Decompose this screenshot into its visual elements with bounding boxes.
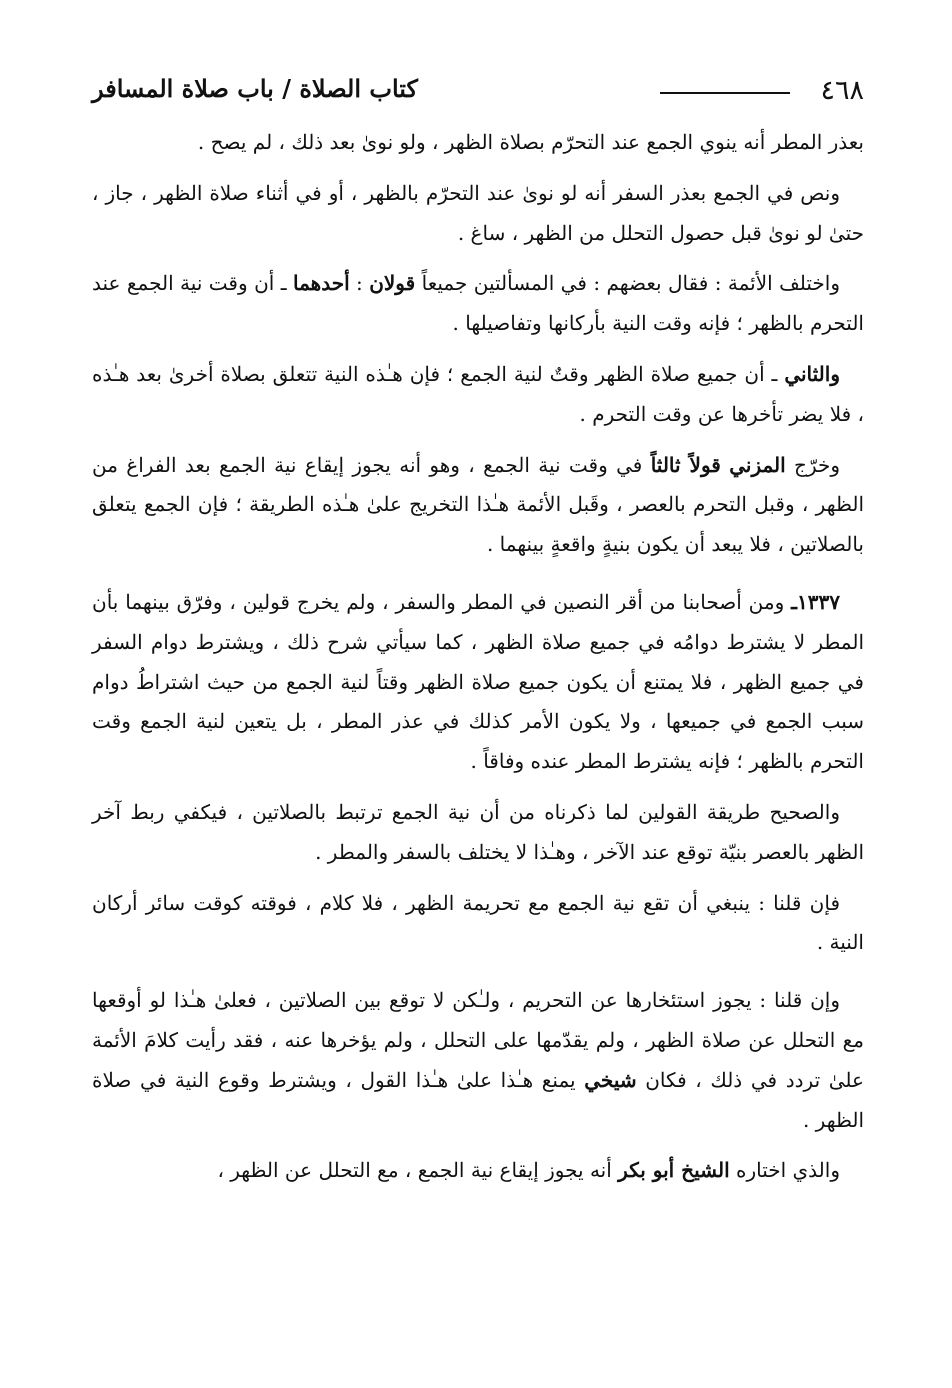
paragraph-text: في وقت نية الجمع ، وهو أنه يجوز إيقاع نية الجمع بعد الفراغ من الظهر ، وقبل التحرم بالعصر ، وقَبل الأئمة هـٰذا التخريج علىٰ هـٰذه الطريقة ؛ فإن الجمع يتعلق بالصلاتين ، فلا يبعد أن يكون بنيةٍ واقعةٍ بينهما . [92,452,864,557]
paragraph [92,123,864,163]
paragraph-text: يمنع هـٰذا علىٰ هـٰذا القول ، ويشترط وقوع النية في صلاة الظهر . [92,1067,864,1132]
paragraph-text: والصحيح طريقة القولين لما ذكرناه من أن نية الجمع ترتبط بالصلاتين ، فيكفي ربط آخر الظهر بالعصر بنيّة توقع عند الآخر ، وهـٰذا لا يختلف بالسفر والمطر . [92,799,864,864]
paragraph [92,1151,864,1191]
bold-term: أحدهما [293,271,350,296]
bold-term: الشيخ أبو بكر [618,1158,730,1183]
paragraph-text: بعذر المطر أنه ينوي الجمع عند التحرّم بصلاة الظهر ، ولو نوىٰ بعد ذلك ، لم يصح . [197,130,864,154]
paragraph-text: : [349,271,370,296]
bold-term: ١٣٣٧ـ [791,589,840,614]
page-number: ٤٦٨ [820,75,864,106]
paragraph-text [721,453,729,477]
page-header [92,72,864,112]
header-rule [660,92,790,94]
paragraph-text: ونص في الجمع بعذر السفر أنه لو نوىٰ عند التحرّم بالظهر ، أو في أثناء صلاة الظهر ، جاز ، حتىٰ لو نوىٰ قبل حصول التحلل من الظهر ، ساغ . [92,180,864,245]
paragraph [92,446,864,565]
paragraph [92,264,864,344]
paragraph-text: والذي اختاره [729,1158,840,1183]
paragraph [92,174,864,254]
paragraph-text: فإن قلنا : ينبغي أن تقع نية الجمع مع تحريمة الظهر ، فلا كلام ، فوقته كوقت سائر أركان النية . [92,890,864,955]
bold-term: قولان [369,271,416,296]
bold-term: شيخي [584,1067,637,1092]
body-text [92,123,864,1191]
paragraph [92,981,864,1140]
paragraph-text: أنه يجوز إيقاع نية الجمع ، مع التحلل عن الظهر ، [217,1158,619,1183]
paragraph [92,355,864,435]
bold-term: والثاني [784,361,840,386]
paragraph [92,793,864,873]
paragraph-text: ـ أن وقت نية الجمع عند التحرم بالظهر ؛ فإنه وقت النية بأركانها وتفاصيلها . [92,271,864,336]
paragraph-text: ومن أصحابنا من أقر النصين في المطر والسفر ، ولم يخرج قولين ، وفرّق بينهما بأن المطر لا يشترط دوامُه في جميع صلاة الظهر ، كما سيأتي شرح ذلك ، ويشترط دوام السفر في جميع الظهر ، فلا يمتنع أن يكون جميع صلاة الظهر وقتاً لنية الجمع من حيث اشتراطُ دوام سبب الجمع في جميعها ، ولا يكون الأمر كذلك في عذر المطر ، بل يتعين لنية الجمع وقت التحرم بالظهر ؛ فإنه يشترط المطر عنده وفاقاً . [92,589,865,774]
bold-term: قولاً ثالثاً [650,452,721,477]
paragraph-text: واختلف الأئمة : فقال بعضهم : في المسألتين جميعاً [415,271,841,296]
running-title: كتاب الصلاة / باب صلاة المسافر [92,74,418,103]
bold-term: المزني [729,452,786,477]
paragraph-text: وخرّج [785,452,841,477]
paragraph [92,583,864,782]
paragraph-text: وإن قلنا : يجوز استئخارها عن التحريم ، ولـٰكن لا توقع بين الصلاتين ، فعلىٰ هـٰذا لو أوقعها مع التحلل عن صلاة الظهر ، ولم يقدّمها على التحلل ، ولم يؤخرها عنه ، فقد رأيت كلامَ الأئمة علىٰ تردد في ذلك ، فكان [92,988,864,1092]
paragraph [92,884,864,964]
paragraph-text: ـ أن جميع صلاة الظهر وقتٌ لنية الجمع ؛ فإن هـٰذه النية تتعلق بصلاة أخرىٰ بعد هـٰذه ، فلا يضر تأخرها عن وقت التحرم . [92,361,864,426]
